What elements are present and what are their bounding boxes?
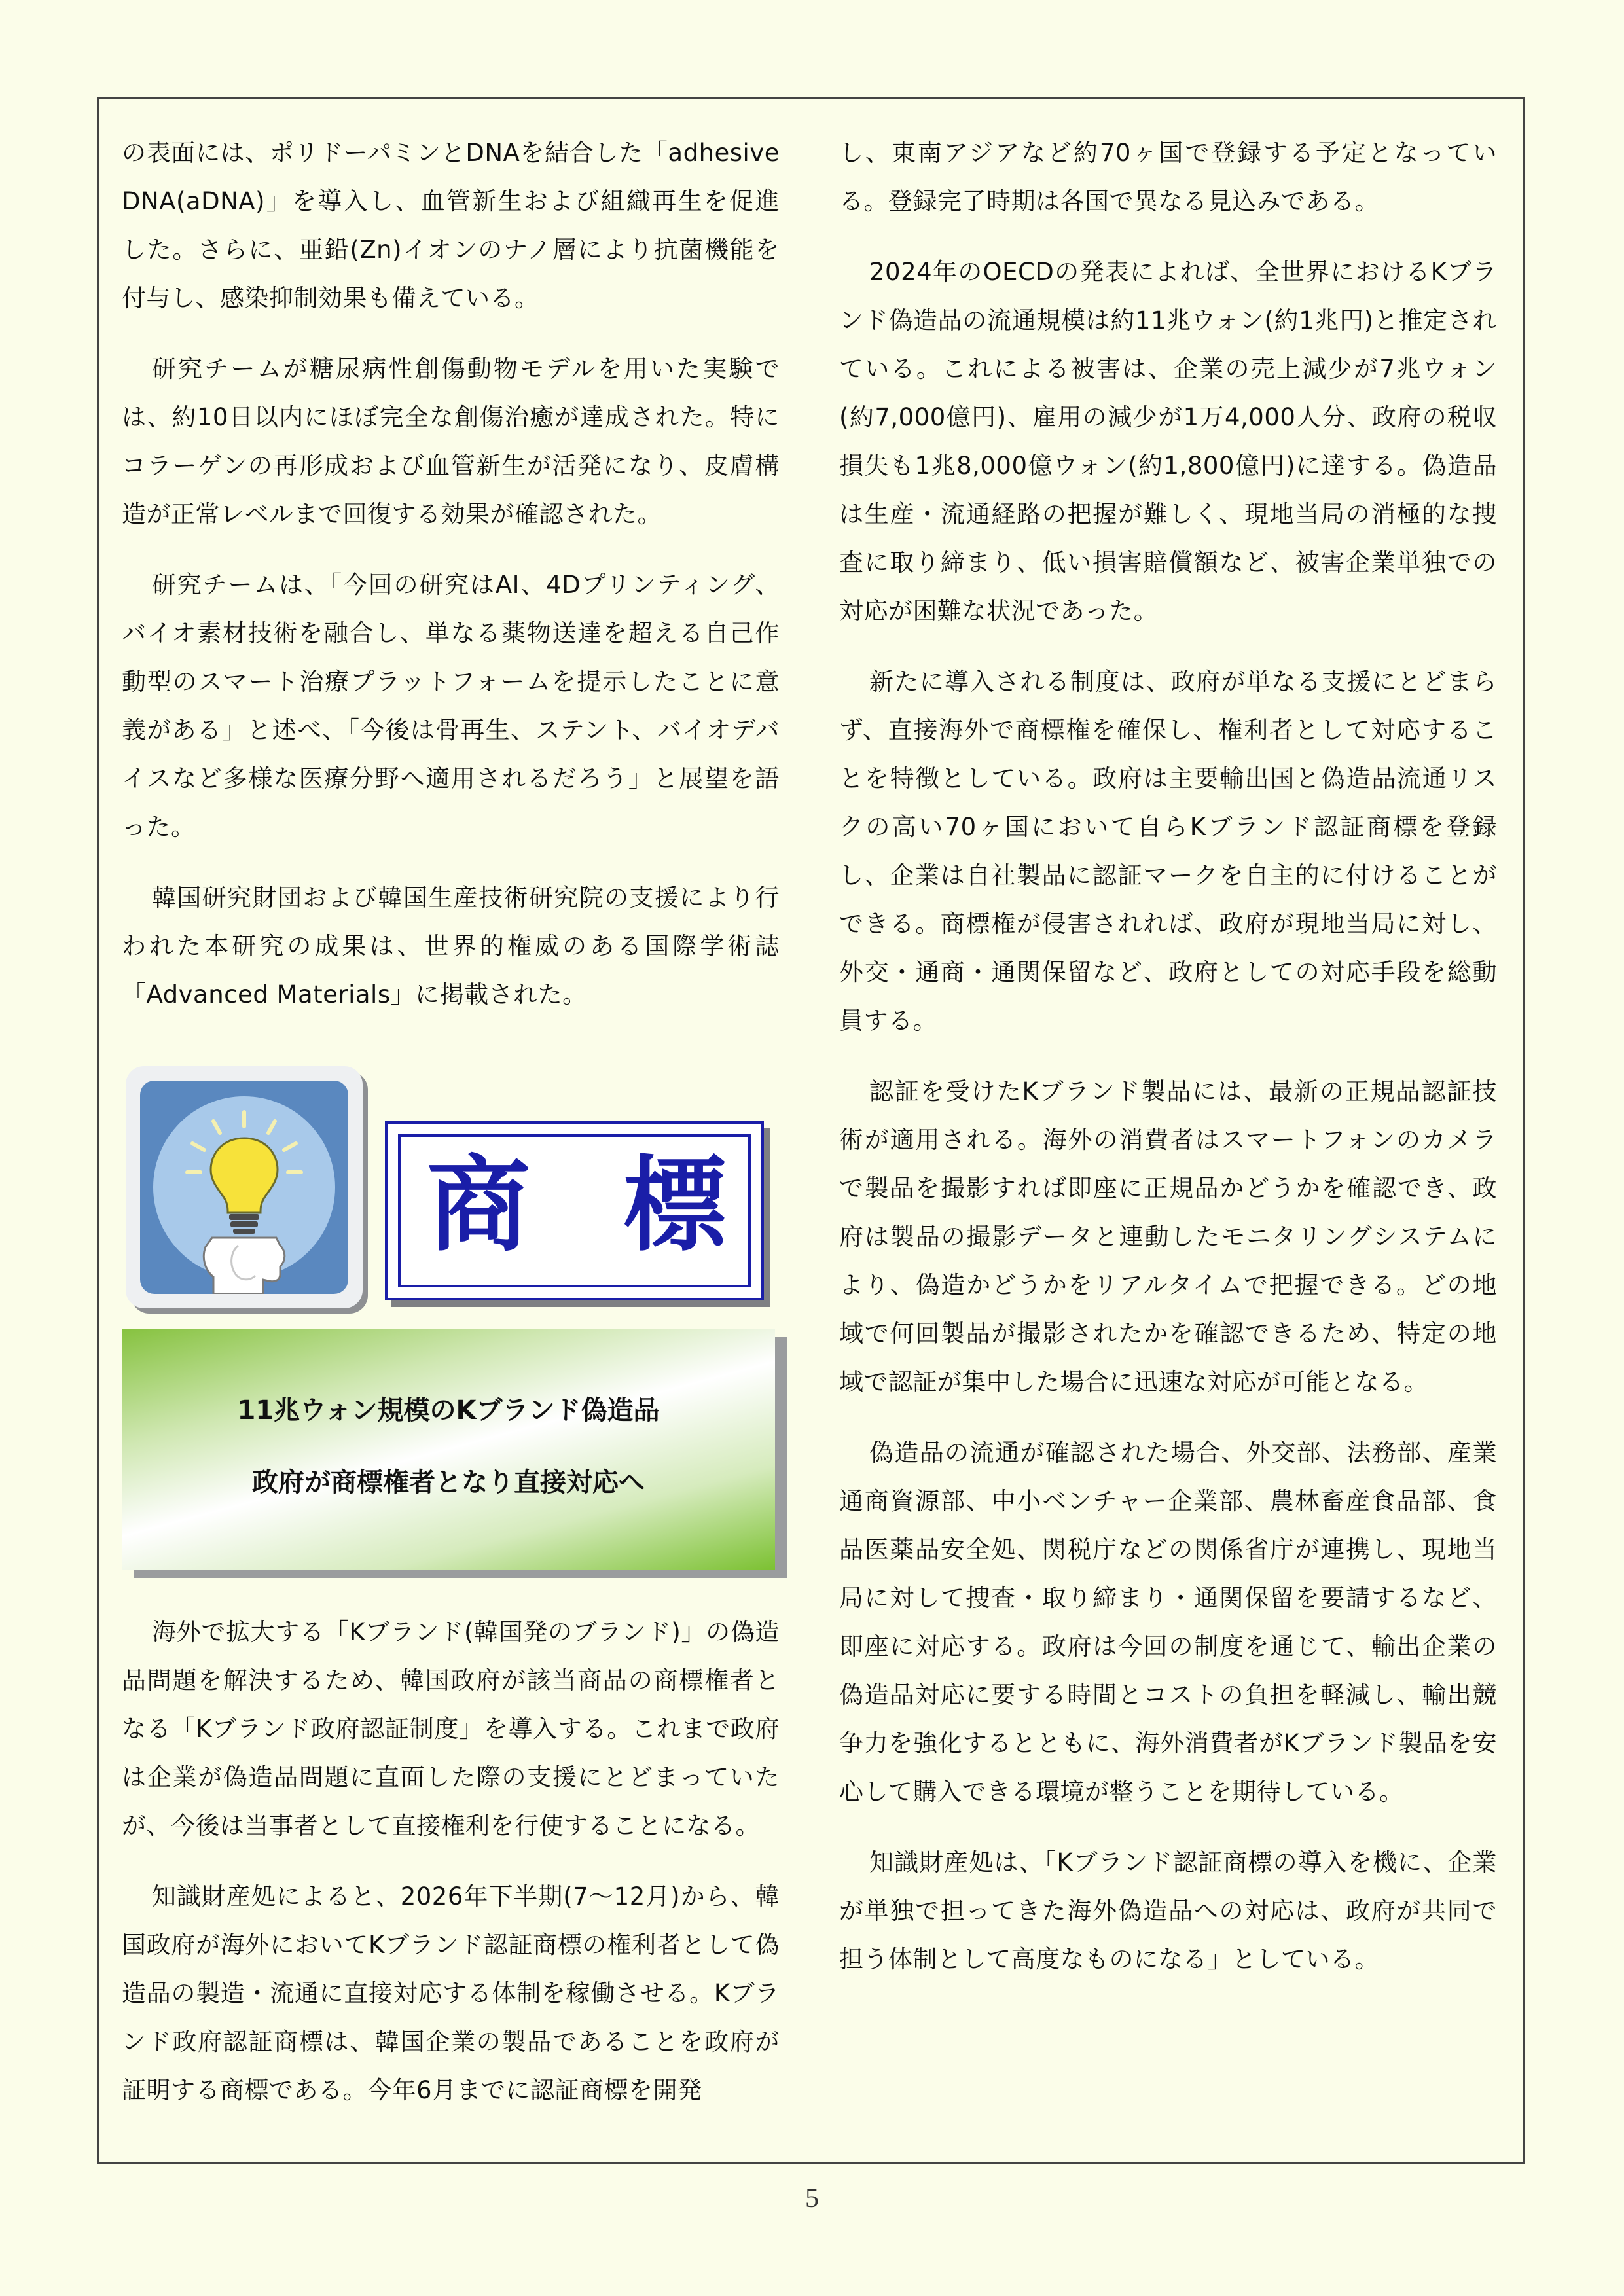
section-title-box <box>385 1121 764 1300</box>
section-title-char: 標 <box>623 1145 727 1266</box>
paragraph: 知識財産処によると、2026年下半期(7〜12月)から、韓国政府が海外においてKブランド認証商標の権利者として偽造品の製造・流通に直接対応する体制を稼働させる。Kブランド政府認証商標は、韓国企業の製品であることを政府が証明する商標である。今年6月までに認証商標を開発 <box>122 1882 780 2104</box>
article-body <box>122 1608 780 2137</box>
headline-banner <box>122 1329 775 1570</box>
paragraph: 新たに導入される制度は、政府が単なる支援にとどまらず、直接海外で商標権を確保し、権利者として対応することを特徴としている。政府は主要輸出国と偽造品流通リスクの高い70ヶ国において自らKブランド認証商標を登録し、企業は自社製品に認証マークを自主的に付けることができる。商標権が侵害されれば、政府が現地当局に対し、外交・通商・通関保留など、政府としての対応手段を総動員する。 <box>839 668 1497 1035</box>
paragraph: 研究チームが糖尿病性創傷動物モデルを用いた実験では、約10日以内にほぼ完全な創傷治癒が達成された。特にコラーゲンの再形成および血管新生が活発になり、皮膚構造が正常レベルまで回復する効果が確認された。 <box>122 355 780 528</box>
paragraph: 海外で拡大する「Kブランド(韓国発のブランド)」の偽造品問題を解決するため、韓国政府が該当商品の商標権者となる「Kブランド政府認証制度」を導入する。これまで政府は企業が偽造品問題に直面した際の支援にとどまっていたが、今後は当事者として直接権利を行使することになる。 <box>122 1618 780 1840</box>
paragraph: 韓国研究財団および韓国生産技術研究院の支援により行われた本研究の成果は、世界的権威のある国際学術誌「Advanced Materials」に掲載された。 <box>122 884 780 1009</box>
paragraph: 知識財産処は、「Kブランド認証商標の導入を機に、企業が単独で担ってきた海外偽造品への対応は、政府が共同で担う体制として高度なものになる」としている。 <box>839 1848 1497 1973</box>
paragraph: 認証を受けたKブランド製品には、最新の正規品認証技術が適用される。海外の消費者はスマートフォンのカメラで製品を撮影すれば即座に正規品かどうかを確認でき、政府は製品の撮影データと連動したモニタリングシステムにより、偽造かどうかをリアルタイムで把握できる。どの地域で何回製品が撮影されたかを確認できるため、特定の地域で認証が集中した場合に迅速な対応が可能となる。 <box>839 1077 1497 1396</box>
paragraph: 偽造品の流通が確認された場合、外交部、法務部、産業通商資源部、中小ベンチャー企業部、農林畜産食品部、食品医薬品安全処、関税庁などの関係省庁が連携し、現地当局に対して捜査・取り締まり・通関保留を要請するなど、即座に対応する。政府は今回の制度を通じて、輸出企業の偽造品対応に要する時間とコストの負担を軽減し、輸出競争力を強化するとともに、海外消費者がKブランド製品を安心して購入できる環境が整うことを期待している。 <box>839 1439 1497 1806</box>
paragraph: し、東南アジアなど約70ヶ国で登録する予定となっている。登録完了時期は各国で異なる見込みである。 <box>839 139 1497 215</box>
lightbulb-head-icon <box>140 1081 348 1294</box>
headline-line: 政府が商標権者となり直接対応へ <box>252 1467 645 1498</box>
page-number: 5 <box>805 2183 819 2214</box>
section-icon-tile <box>126 1066 363 1308</box>
right-column <box>839 129 1497 2006</box>
section-icon-shadow <box>131 1071 368 1314</box>
paragraph: の表面には、ポリドーパミンとDNAを結合した「adhesive DNA(aDNA)」を導入し、血管新生および組織再生を促進した。さらに、亜鉛(Zn)イオンのナノ層により抗菌機能を付与し、感染抑制効果も備えている。 <box>122 139 780 312</box>
headline-line: 11兆ウォン規模のKブランド偽造品 <box>237 1395 660 1426</box>
section-title-char: 商 <box>427 1145 530 1266</box>
paragraph: 2024年のOECDの発表によれば、全世界におけるKブランド偽造品の流通規模は約11兆ウォン(約1兆円)と推定されている。これによる被害は、企業の売上減少が7兆ウォン(約7,000億円)、雇用の減少が1万4,000人分、政府の税収損失も1兆8,000億ウォン(約1,800億円)に達する。偽造品は生産・流通経路の把握が難しく、現地当局の消極的な捜査に取り締まり、低い損害賠償額など、被害企業単独での対応が困難な状況であった。 <box>839 258 1497 625</box>
paragraph: 研究チームは、「今回の研究はAI、4Dプリンティング、バイオ素材技術を融合し、単なる薬物送達を超える自己作動型のスマート治療プラットフォームを提示したことに意義がある」と述べ、「今後は骨再生、ステント、バイオデバイスなど多様な医療分野へ適用されるだろう」と展望を語った。 <box>122 571 780 841</box>
